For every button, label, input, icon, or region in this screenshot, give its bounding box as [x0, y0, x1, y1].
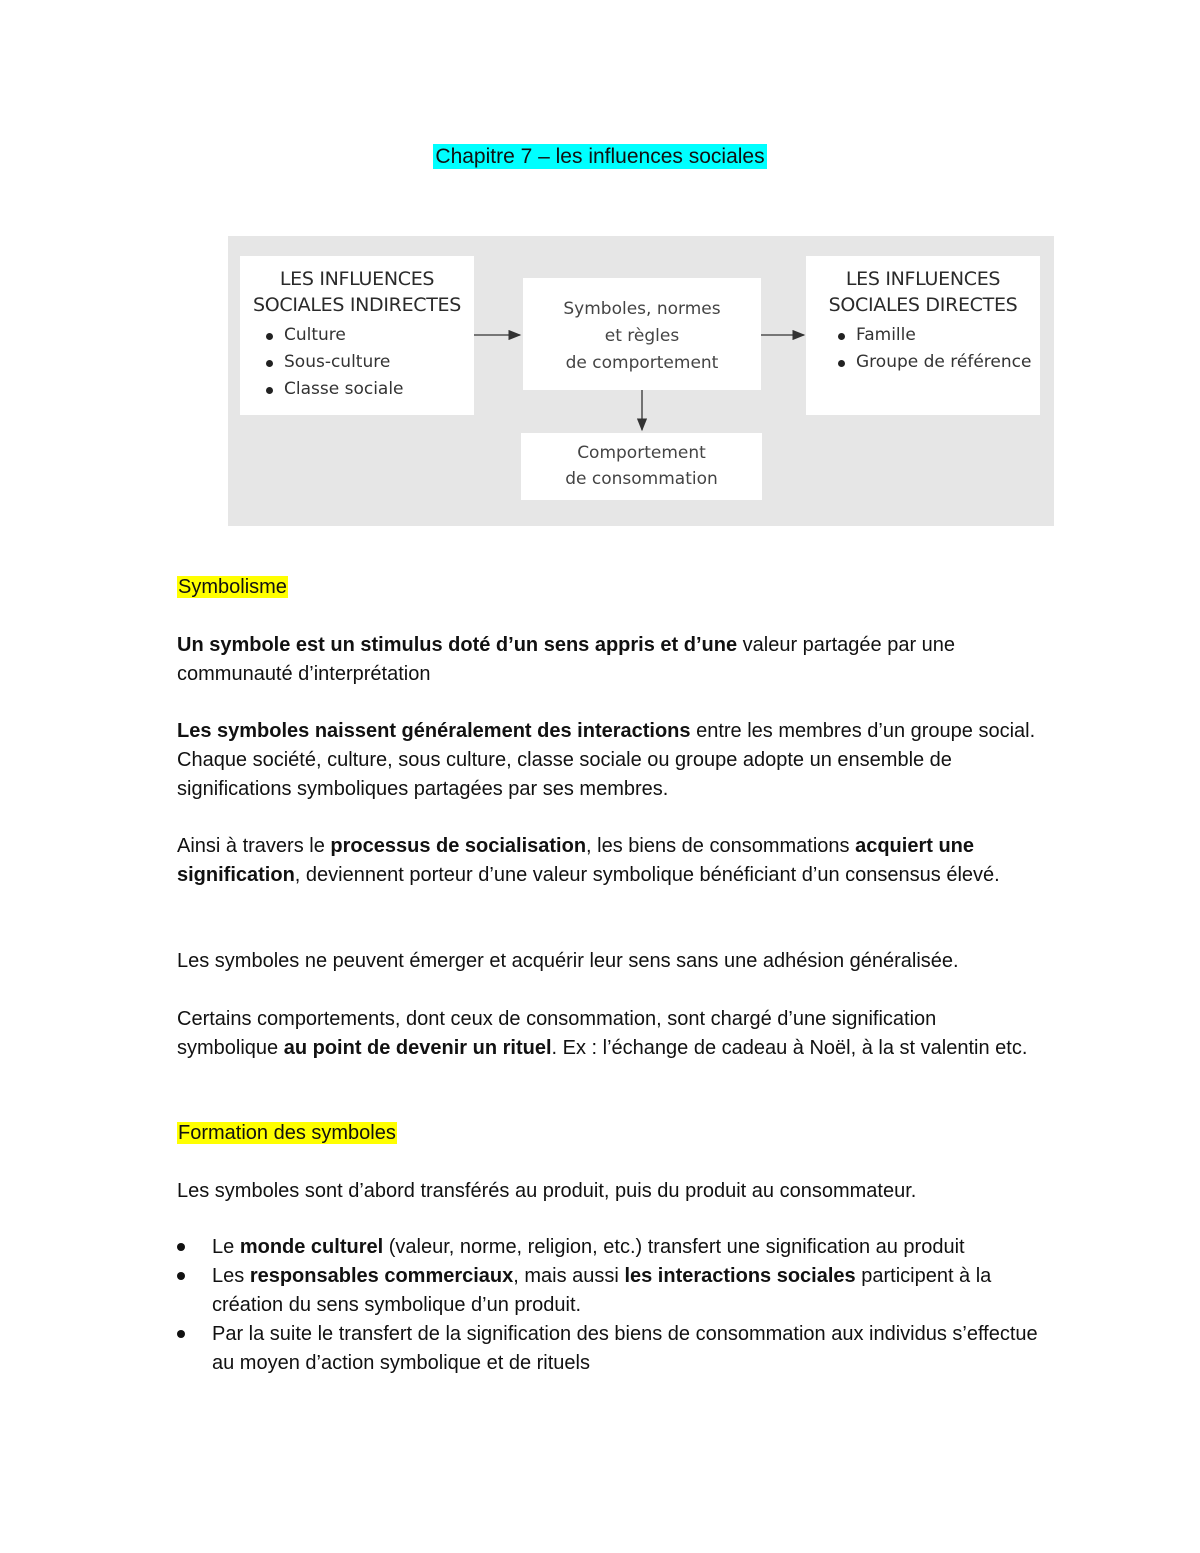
list-item: Les responsables commerciaux, mais aussi les interactions sociales participent à la création du sens symbolique d’un produit. — [177, 1262, 1047, 1320]
direct-heading: LES INFLUENCES SOCIALES DIRECTES — [828, 268, 1018, 316]
section-heading-formation: Formation des symboles — [178, 1122, 396, 1144]
indirect-list — [262, 322, 474, 403]
indirect-heading: LES INFLUENCES SOCIALES INDIRECTES — [252, 268, 462, 316]
bullet-icon — [177, 1330, 185, 1338]
direct-list — [834, 322, 1040, 376]
direct-influences-box — [806, 256, 1040, 415]
consumption-behavior-box: Comportement de consommation — [521, 433, 762, 500]
page-title-text: Chapitre 7 – les influences sociales — [435, 145, 765, 168]
list-item: Le monde culturel (valeur, norme, religion, etc.) transfert une signification au produit — [177, 1233, 1047, 1262]
formation-bullet-list — [177, 1233, 1047, 1378]
influences-diagram — [228, 236, 1054, 526]
bullet-icon — [177, 1272, 185, 1280]
direct-item: Groupe de référence — [834, 349, 1040, 376]
paragraph-rituel: Certains comportements, dont ceux de consommation, sont chargé d’une signification symbolique au point de devenir un rituel. Ex : l’échange de cadeau à Noël, à la st valentin etc. — [177, 1008, 1028, 1059]
paragraph-symbol-definition: Un symbole est un stimulus doté d’un sens appris et d’une valeur partagée par une communauté d’interprétation — [177, 634, 956, 685]
paragraph-transfer-intro: Les symboles sont d’abord transférés au produit, puis du produit au consommateur. — [177, 1180, 917, 1202]
paragraph-adhesion: Les symboles ne peuvent émerger et acquérir leur sens sans une adhésion généralisée. — [177, 950, 959, 972]
indirect-influences-box — [240, 256, 474, 415]
indirect-item: Sous-culture — [262, 349, 474, 376]
bullet-icon — [177, 1243, 185, 1251]
indirect-item: Culture — [262, 322, 474, 349]
direct-item: Famille — [834, 322, 1040, 349]
list-item: Par la suite le transfert de la signification des biens de consommation aux individus s’effectue au moyen d’action symbolique et de rituels — [177, 1320, 1047, 1378]
indirect-item: Classe sociale — [262, 376, 474, 403]
paragraph-symbol-origin: Les symboles naissent généralement des interactions entre les membres d’un groupe social. Chaque société, culture, sous culture, classe sociale ou groupe adopte un ensemble de significations symboliques partagées par ses membres. — [177, 720, 1036, 800]
symbols-norms-box: Symboles, normes et règles de comportement — [523, 278, 761, 390]
paragraph-socialisation: Ainsi à travers le processus de socialisation, les biens de consommations acquiert une signification, deviennent porteur d’une valeur symbolique bénéficiant d’un consensus élevé. — [177, 835, 1000, 886]
section-heading-symbolisme: Symbolisme — [178, 576, 287, 598]
page-title — [0, 143, 1200, 171]
